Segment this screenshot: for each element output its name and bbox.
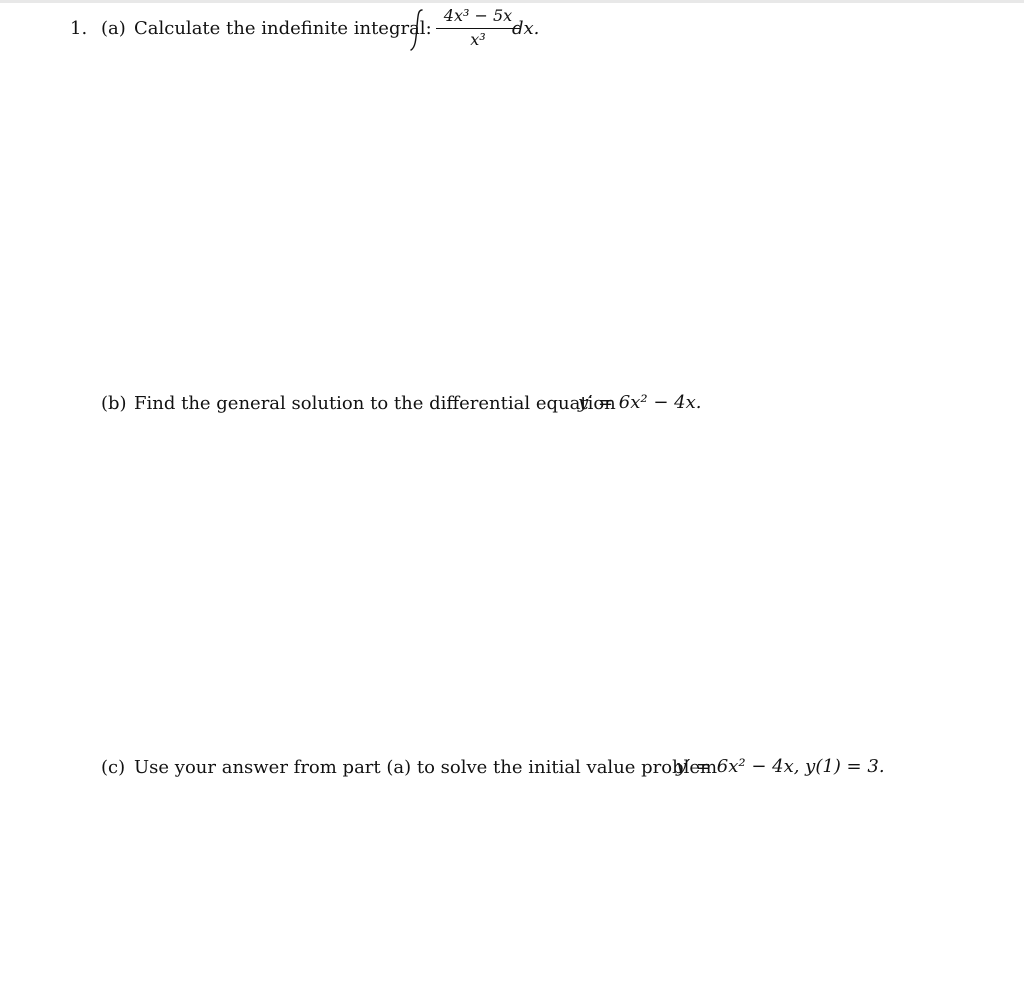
- question-number: 1.: [70, 18, 88, 39]
- part-b-equation: y′ = 6x² − 4x.: [578, 392, 702, 413]
- part-a-prompt: Calculate the indefinite integral:: [134, 18, 432, 39]
- integral-sign-icon: [408, 8, 426, 52]
- part-c-label: (c): [101, 757, 126, 778]
- integral-differential: dx.: [512, 18, 540, 39]
- part-c-equation: y′ = 6x² − 4x, y(1) = 3.: [676, 756, 885, 777]
- fraction-bar: [436, 28, 520, 29]
- part-c-prompt: Use your answer from part (a) to solve the initial value problem: [134, 757, 718, 778]
- indefinite-integral-expression: [408, 8, 568, 56]
- top-rule: [0, 0, 1024, 3]
- part-b-prompt: Find the general solution to the differential equation: [134, 393, 616, 414]
- integrand-numerator: 4x³ − 5x: [443, 6, 513, 25]
- integrand-denominator: x³: [470, 30, 486, 49]
- part-b-label: (b): [101, 393, 127, 414]
- integrand-fraction: [436, 8, 520, 50]
- part-a-label: (a): [101, 18, 126, 39]
